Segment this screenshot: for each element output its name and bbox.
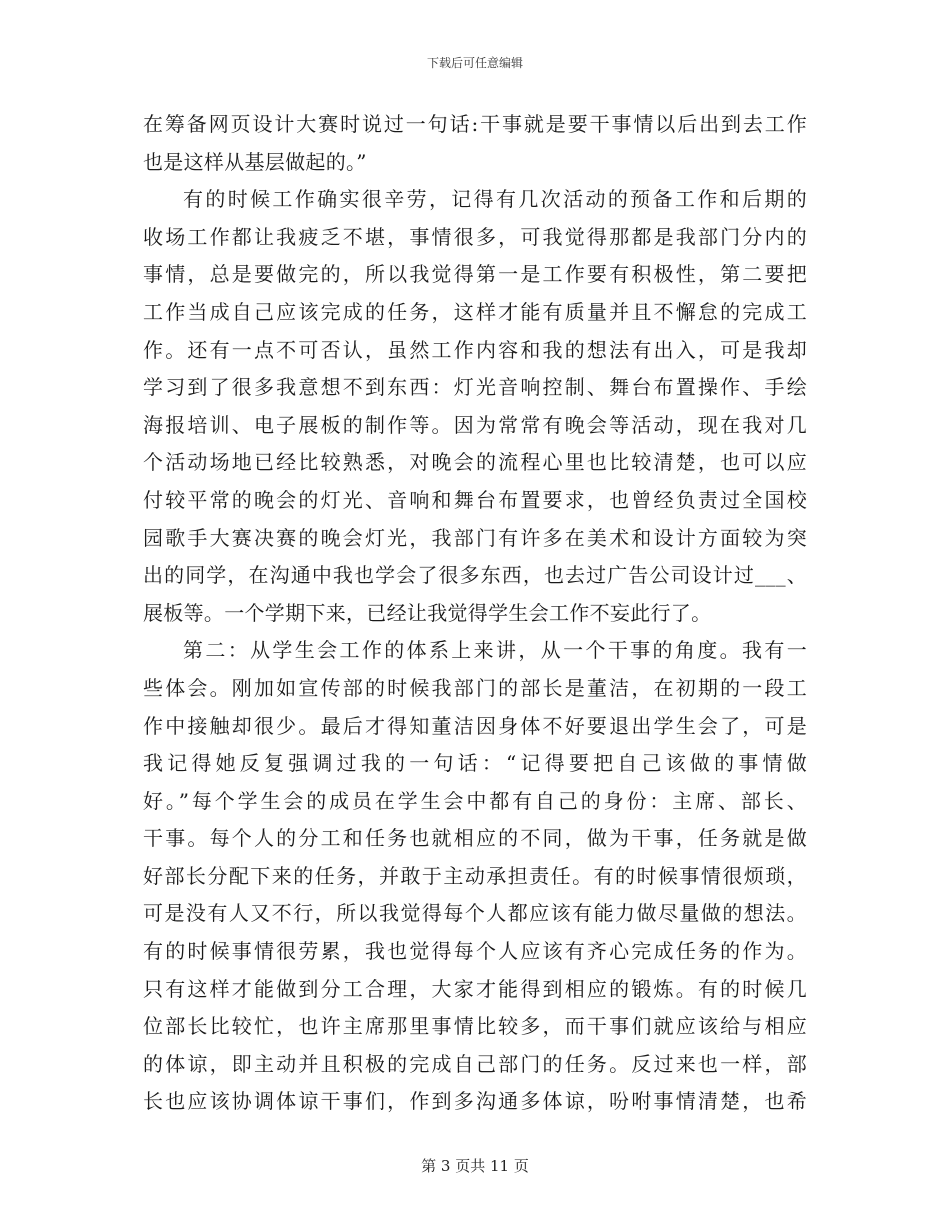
text-line: 可是没有人又不行，所以我觉得每个人都应该有能力做尽量做的想法。	[143, 901, 807, 926]
text-line: 海报培训、电子展板的制作等。因为常常有晚会等活动，现在我对几	[143, 412, 807, 437]
text-line: 第二：从学生会工作的体系上来讲，从一个干事的角度。我有一	[183, 638, 807, 663]
text-line: 干事。每个人的分工和任务也就相应的不同，做为干事，任务就是做	[143, 826, 807, 851]
text-line: 作中接触却很少。最后才得知董洁因身体不好要退出学生会了，可是	[143, 713, 807, 738]
text-line: 付较平常的晚会的灯光、音响和舞台布置要求，也曾经负责过全国校	[143, 487, 807, 512]
text-line: 作。还有一点不可否认，虽然工作内容和我的想法有出入，可是我却	[143, 337, 807, 362]
text-line: 事情，总是要做完的，所以我觉得第一是工作要有积极性，第二要把	[143, 262, 807, 287]
document-body	[143, 106, 807, 1121]
text-line: 只有这样才能做到分工合理，大家才能得到相应的锻炼。有的时候几	[143, 976, 807, 1001]
text-line: 出的同学，在沟通中我也学会了很多东西，也去过广告公司设计过___、	[143, 563, 807, 588]
text-line: 些体会。刚加如宣传部的时候我部门的部长是董洁，在初期的一段工	[143, 675, 807, 700]
text-line: 收场工作都让我疲乏不堪，事情很多，可我觉得那都是我部门分内的	[143, 224, 807, 249]
text-line: 展板等。一个学期下来，已经让我觉得学生会工作不妄此行了。	[143, 600, 712, 625]
text-line: 在筹备网页设计大赛时说过一句话:干事就是要干事情以后出到去工作	[143, 112, 807, 136]
text-line: 有的时候工作确实很辛劳，记得有几次活动的预备工作和后期的	[183, 187, 807, 212]
text-line: 的体谅，即主动并且积极的完成自己部门的任务。反过来也一样，部	[143, 1051, 807, 1076]
text-line: 好。”每个学生会的成员在学生会中都有自己的身份：主席、部长、	[143, 788, 807, 813]
text-line: 学习到了很多我意想不到东西：灯光音响控制、舞台布置操作、手绘	[143, 375, 807, 400]
text-line: 好部长分配下来的任务，并敢于主动承担责任。有的时候事情很烦琐，	[143, 863, 807, 888]
text-line: 也是这样从基层做起的。”	[143, 149, 367, 174]
text-line: 个活动场地已经比较熟悉，对晚会的流程心里也比较清楚，也可以应	[143, 450, 807, 475]
text-line: 有的时候事情很劳累，我也觉得每个人应该有齐心完成任务的作为。	[143, 939, 807, 964]
text-line: 园歌手大赛决赛的晚会灯光，我部门有许多在美术和设计方面较为突	[143, 525, 807, 550]
text-line: 我记得她反复强调过我的一句话：“记得要把自己该做的事情做	[143, 751, 807, 776]
text-line: 工作当成自己应该完成的任务，这样才能有质量并且不懈怠的完成工	[143, 299, 807, 324]
text-line: 长也应该协调体谅干事们，作到多沟通多体谅，吩咐事情清楚，也希	[143, 1089, 807, 1114]
text-line: 位部长比较忙，也许主席那里事情比较多，而干事们就应该给与相应	[143, 1014, 807, 1039]
page-header: 下载后可任意编辑	[426, 56, 523, 70]
page-number: 第 3 页共 11 页	[421, 1157, 529, 1175]
